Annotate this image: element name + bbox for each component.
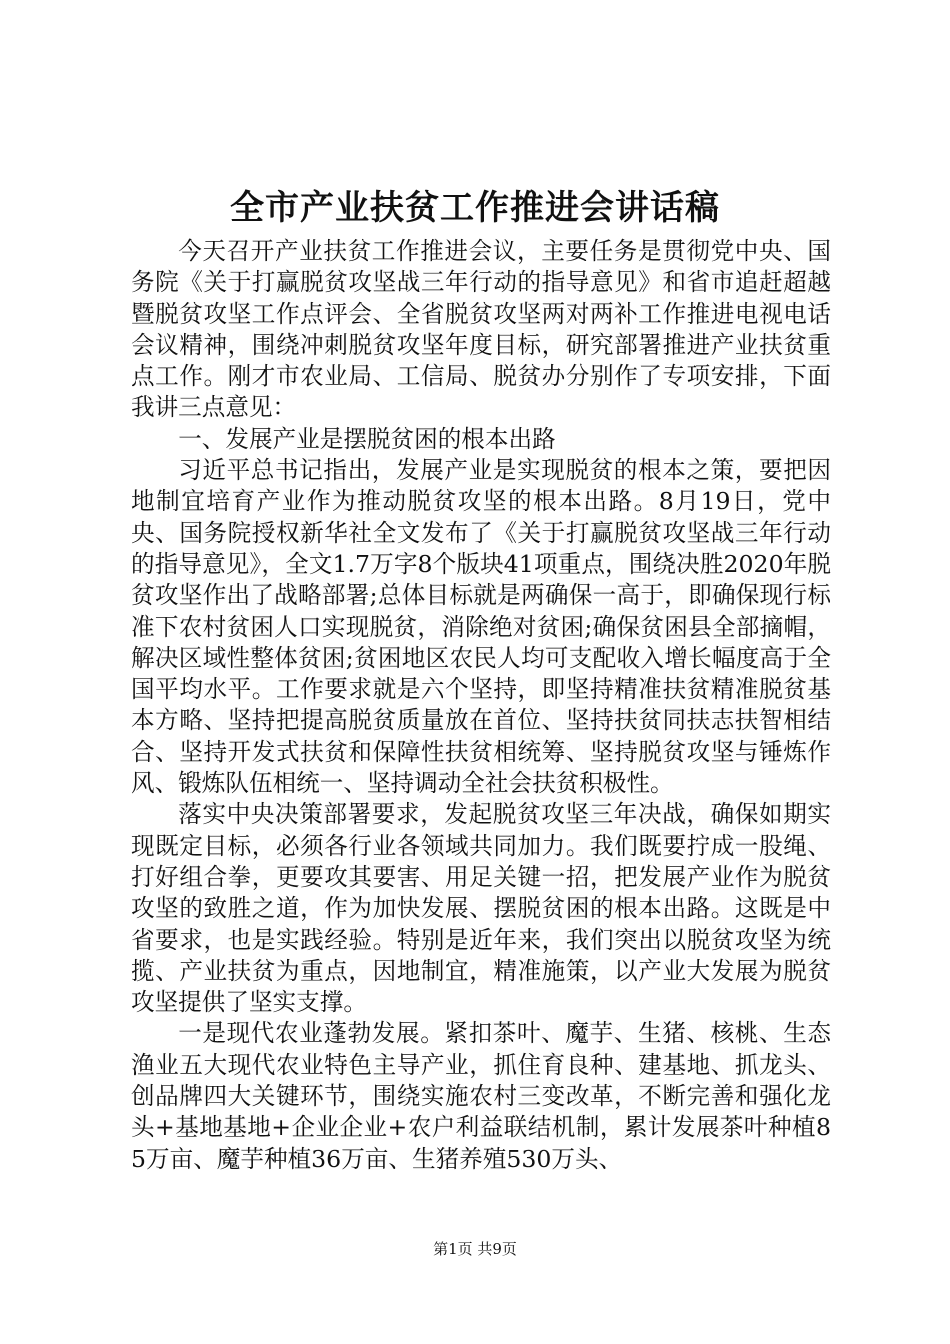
- document-body: [131, 236, 831, 1175]
- paragraph-implementation: 落实中央决策部署要求，发起脱贫攻坚三年决战，确保如期实现既定目标，必须各行业各领域共同加力。我们既要拧成一股绳、打好组合拳，更要攻其要害、用足关键一招，把发展产业作为脱贫攻坚的致胜之道，作为加快发展、摆脱贫困的根本出路。这既是中省要求，也是实践经验。特别是近年来，我们突出以脱贫攻坚为统揽、产业扶贫为重点，因地制宜，精准施策，以产业大发展为脱贫攻坚提供了坚实支撑。: [131, 800, 831, 1017]
- document-title: 全市产业扶贫工作推进会讲话稿: [230, 188, 720, 228]
- paragraph-xi-quote: 习近平总书记指出，发展产业是实现脱贫的根本之策，要把因地制宜培育产业作为推动脱贫攻坚的根本出路。8月19日，党中央、国务院授权新华社全文发布了《关于打赢脱贫攻坚战三年行动的指导意见》，全文1.7万字8个版块41项重点，围绕决胜2020年脱贫攻坚作出了战略部署;总体目标就是两确保一高于，即确保现行标准下农村贫困人口实现脱贫，消除绝对贫困;确保贫困县全部摘帽，解决区域性整体贫困;贫困地区农民人均可支配收入增长幅度高于全国平均水平。工作要求就是六个坚持，即坚持精准扶贫精准脱贫基本方略、坚持把提高脱贫质量放在首位、坚持扶贫同扶志扶智相结合、坚持开发式扶贫和保障性扶贫相统筹、坚持脱贫攻坚与锤炼作风、锻炼队伍相统一、坚持调动全社会扶贫积极性。: [131, 456, 831, 798]
- paragraph-intro: 今天召开产业扶贫工作推进会议，主要任务是贯彻党中央、国务院《关于打赢脱贫攻坚战三年行动的指导意见》和省市追赶超越暨脱贫攻坚工作点评会、全省脱贫攻坚两对两补工作推进电视电话会议精神，围绕冲刺脱贫攻坚年度目标，研究部署推进产业扶贫重点工作。刚才市农业局、工信局、脱贫办分别作了专项安排，下面我讲三点意见：: [131, 237, 831, 422]
- page-footer: 第1页 共9页: [433, 1240, 517, 1258]
- paragraph-modern-agriculture: 一是现代农业蓬勃发展。紧扣茶叶、魔芋、生猪、核桃、生态渔业五大现代农业特色主导产业，抓住育良种、建基地、抓龙头、创品牌四大关键环节，围绕实施农村三变改革，不断完善和强化龙头+基地基地+企业企业+农户利益联结机制，累计发展茶叶种植85万亩、魔芋种植36万亩、生猪养殖530万头、: [131, 1019, 831, 1173]
- section-heading-1: 一、发展产业是摆脱贫困的根本出路: [178, 424, 556, 453]
